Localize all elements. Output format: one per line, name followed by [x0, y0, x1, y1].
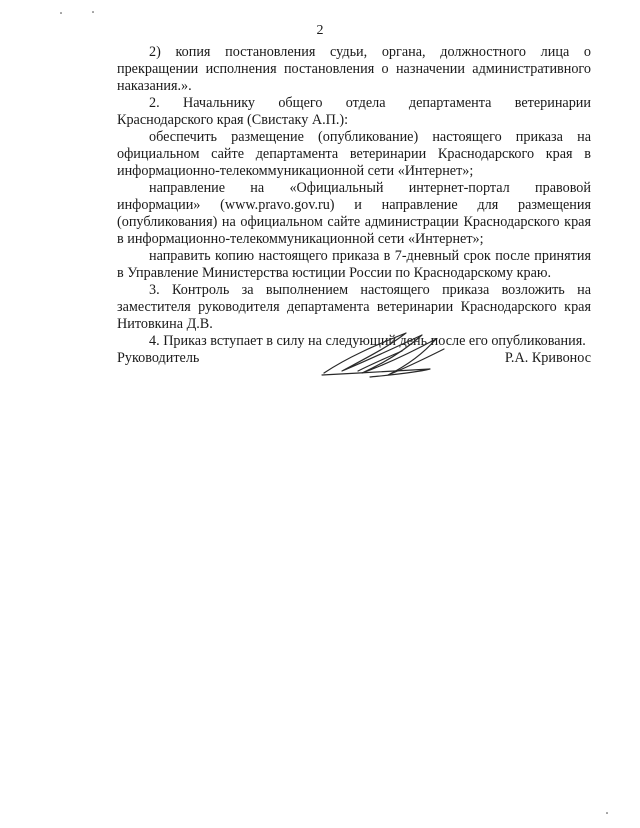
paragraph-point-4: 4. Приказ вступает в силу на следующий день после его опубликования.	[149, 333, 586, 349]
scan-speck	[92, 11, 94, 13]
handwritten-signature	[318, 327, 452, 383]
paragraph-legal-portal: направление на «Официальный интернет-портал правовой информации» (www.pravo.gov.ru) и направление для размещения (опубликования) на официальном сайте администрации Краснодарского края в информационно-телекоммуникационной сети «Интернет»;	[117, 180, 591, 247]
document-body	[117, 44, 591, 350]
paragraph-point-2: 2. Начальнику общего отдела департамента ветеринарии Краснодарского края (Свистаку А.П.):	[117, 95, 591, 128]
signer-title: Руководитель	[117, 350, 200, 366]
scan-speck	[606, 812, 608, 814]
paragraph-send-copy: направить копию настоящего приказа в 7-дневный срок после принятия в Управление Министерства юстиции России по Краснодарскому краю.	[117, 248, 591, 281]
paragraph-point-3: 3. Контроль за выполнением настоящего приказа возложить на заместителя руководителя департамента ветеринарии Краснодарского края Нитовкина Д.В.	[117, 282, 591, 332]
paragraph-ensure-publication: обеспечить размещение (опубликование) настоящего приказа на официальном сайте департамента ветеринарии Краснодарского края в информационно-телекоммуникационной сети «Интернет»;	[117, 129, 591, 179]
page-number: 2	[316, 23, 324, 38]
signer-name: Р.А. Кривонос	[504, 350, 591, 366]
scan-speck	[60, 12, 62, 14]
paragraph-item-2-copy: 2) копия постановления судьи, органа, должностного лица о прекращении исполнения постановления о назначении административного наказания.».	[117, 44, 591, 94]
